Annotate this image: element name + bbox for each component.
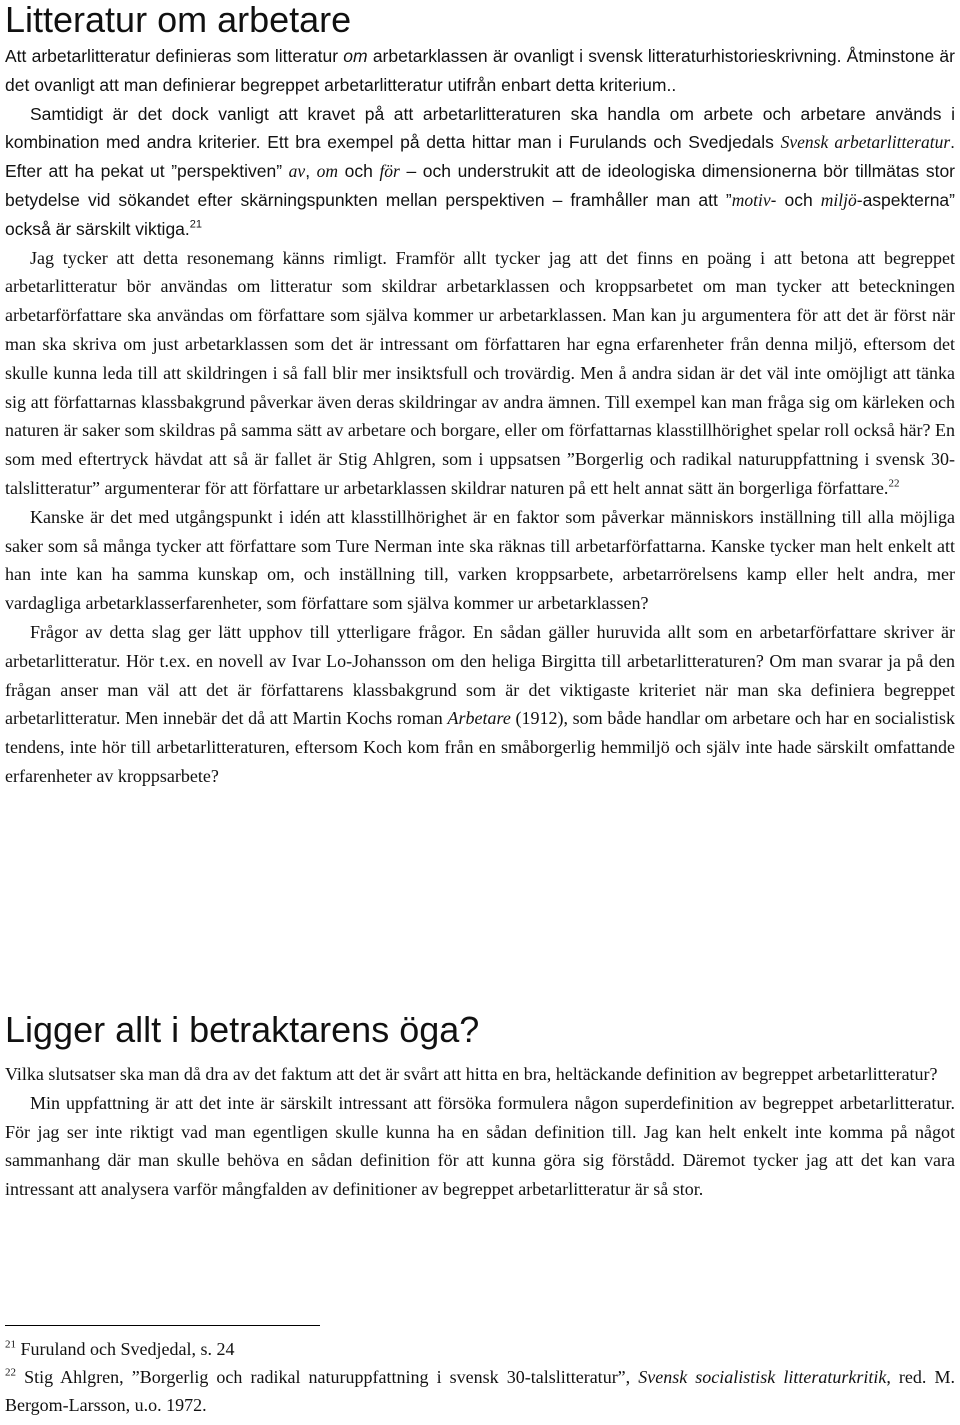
emphasis-miljo: miljö bbox=[820, 189, 857, 210]
paragraph-6: Vilka slutsatser ska man då dra av det faktum att det är svårt att hitta en bra, heltäckande definition av begreppet arbetarlitteratur? bbox=[5, 1064, 938, 1084]
book-title-svensk-socialistisk-litteraturkritik: Svensk socialistisk litteraturkritik bbox=[638, 1367, 887, 1387]
text-span: Jag tycker att detta resonemang känns rimligt. Framför allt tycker jag att det finns en poäng i att betona att begreppet arbetarlitteratur bör användas om litteratur som skildrar arbetarklassen och kroppsarbetet om man tycker att beteckningen arbetarförfattare ska användas om författare som själva kommer ur arbetarklassen. Man kan ju argumentera för att det är först när man ska skriva om just arbetarklassen som det är intressant om författaren har egna erfarenheter från denna miljö, eftersom det skulle kunna leda till att skildringen i så fall blir mer insiktsfull och trovärdig. Men å andra sidan är det väl inte omöjligt att tänka sig att författarnas klassbakgrund påverkar även deras skildringar av andra ämnen. Till exempel kan man fråga sig om kärleken och naturen är saker som skildras på samma sätt av arbetare och borgare, eller om författarnas klasstillhörighet spelar roll också här? En som med eftertryck hävdat att så är fallet är Stig Ahlgren, som i uppsatsen ”Borgerlig och radikal naturuppfattning i svensk 30-talslitteratur” argumenterar för att författare ur arbetarklassen skildrar naturen på ett helt annat sätt än borgerliga författare. bbox=[5, 247, 955, 498]
text-span: -aspekterna” också är särskilt viktiga. bbox=[5, 189, 955, 239]
footnote-number: 21 bbox=[5, 1338, 16, 1351]
emphasis-av: av bbox=[288, 161, 306, 182]
footnote-number: 22 bbox=[5, 1366, 16, 1379]
text-span: Samtidigt är det dock vanligt att kravet på att arbetarlitteraturen ska handla om arbete och arbetare används i kombination med andra kriterier. Ett bra exempel på detta hittar man i Furulands och Svedjedals bbox=[5, 103, 955, 153]
text-span: - och bbox=[770, 189, 821, 210]
emphasis-motiv: motiv bbox=[731, 189, 771, 210]
emphasis-om: om bbox=[343, 46, 368, 66]
text-span: Frågor av detta slag ger lätt upphov till ytterligare frågor. En sådan gäller huruvida allt som en arbetarförfattare skriver är arbetarlitteratur. Hör t.ex. en novell av Ivar Lo-Johansson om den heliga Birgitta till arbetarlitteraturen? Om man svarar ja på den frågan anser man väl att det är författarens klassbakgrund som är det viktigaste kriteriet när man ska definiera begreppet arbetarlitteratur. Men innebär det då att Martin Kochs roman bbox=[5, 621, 955, 729]
text-span: Att arbetarlitteratur definieras som litteratur bbox=[5, 46, 344, 66]
text-span: och bbox=[338, 161, 380, 182]
emphasis-for: för bbox=[379, 161, 400, 182]
footnote-21 bbox=[5, 1335, 955, 1363]
text-span: (1912), som både handlar om arbetare och har en socialistisk tendens, inte hör till arbetarlitteraturen, eftersom Koch kom från en småborgerlig hemmiljö och själv inte hade särskilt omfattande erfarenheter av kroppsarbete? bbox=[5, 708, 956, 786]
paragraph-4: Kanske är det med utgångspunkt i idén att klasstillhörighet är en faktor som påverkar människors inställning till alla möjliga saker som så många tycker att författare som Ture Nerman inte ska räknas till arbetarförfattarna. Kanske tycker man helt enkelt att han inte kan ha samma kunskap om, och inställning till, varken kroppsarbete, arbetarrörelsens kamp eller helt andra, mer vardagliga arbetarklasserfarenheter, som författare som själva kommer ur arbetarklassen? bbox=[5, 506, 955, 614]
footnote-text: Stig Ahlgren, ”Borgerlig och radikal naturuppfattning i svensk 30-talslitteratur”, bbox=[16, 1367, 639, 1387]
paragraph-2 bbox=[5, 100, 955, 244]
section-title-ligger-allt: Ligger allt i betraktarens öga? bbox=[5, 1009, 480, 1050]
paragraph-5 bbox=[5, 618, 955, 791]
text-span: – och understrukit att de ideologiska dimensionerna bör tillmätas stor betydelse vid sökandet efter skärningspunkten mellan perspektiven – framhåller man att ” bbox=[5, 161, 955, 210]
footnote-separator bbox=[5, 1325, 320, 1326]
footnote-text: , red. M. Bergom-Larsson, u.o. 1972. bbox=[5, 1367, 955, 1415]
text-span: . Efter att ha pekat ut ”perspektiven” bbox=[5, 132, 956, 182]
footnote-text: Furuland och Svedjedal, s. 24 bbox=[16, 1339, 235, 1359]
footnote-ref-21[interactable]: 21 bbox=[189, 218, 203, 231]
section-1-body bbox=[5, 42, 955, 791]
footnote-ref-22[interactable]: 22 bbox=[888, 477, 900, 490]
paragraph-3 bbox=[5, 244, 955, 503]
footnotes bbox=[5, 1335, 955, 1419]
text-span: arbetarklassen är ovanligt i svensk litteraturhistorieskrivning. Åtminstone är det ovanligt att man definierar begreppet arbetarlitteratur utifrån enbart detta kriterium.. bbox=[5, 46, 955, 95]
paragraph-7: Min uppfattning är att det inte är särskilt intressant att försöka formulera någon superdefinition av begreppet arbetarlitteratur. För jag ser inte riktigt vad man egentligen skulle kunna ha en sådan definition till. Jag kan helt enkelt inte komma på något sammanhang där man skulle behöva en sådan definition för att kunna göra sig förstådd. Däremot tycker jag att det kan vara intressant att analysera varför mångfalden av definitioner av begreppet arbetarlitteratur är så stor. bbox=[5, 1092, 955, 1200]
paragraph-1 bbox=[5, 42, 955, 100]
footnote-22 bbox=[5, 1363, 955, 1419]
section-title-litteratur-om-arbetare: Litteratur om arbetare bbox=[5, 0, 352, 40]
emphasis-om: om bbox=[316, 161, 339, 182]
book-title-svensk-arbetarlitteratur: Svensk arbetarlitteratur bbox=[780, 132, 951, 153]
section-2-body bbox=[5, 1060, 955, 1204]
text-span: , bbox=[305, 161, 317, 182]
book-title-arbetare: Arbetare bbox=[447, 708, 511, 729]
